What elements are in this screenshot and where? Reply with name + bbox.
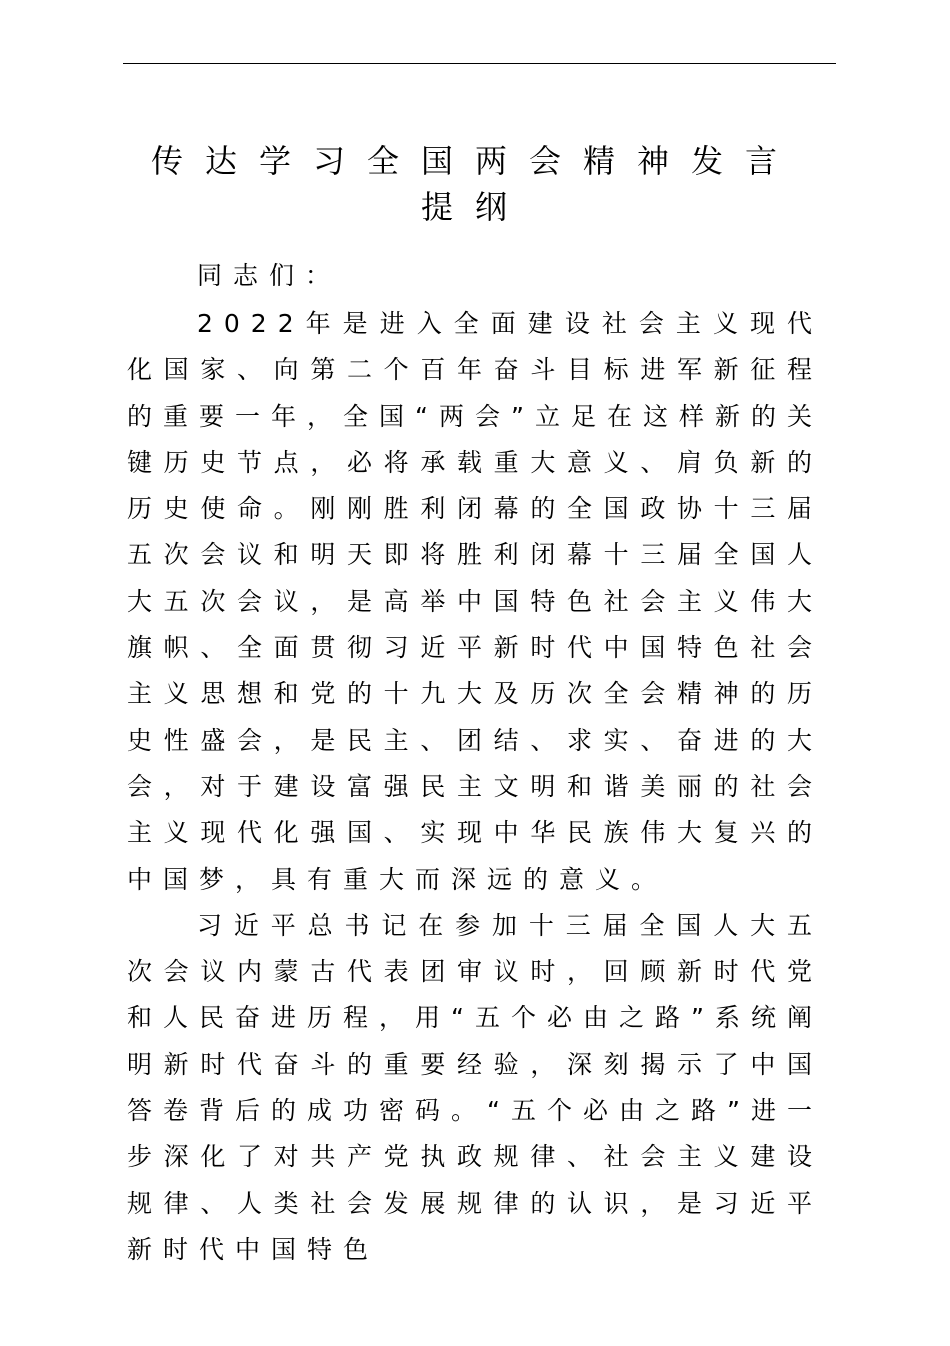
paragraph-1: 2022年是进入全面建设社会主义现代化国家、向第二个百年奋斗目标进军新征程的重要一年，全国“两会”立足在这样新的关键历史节点，必将承载重大意义、肩负新的历史使命。刚刚胜利闭幕的全国政协十三届五次会议和明天即将胜利闭幕十三届全国人大五次会议，是高举中国特色社会主义伟大旗帜、全面贯彻习近平新时代中国特色社会主义思想和党的十九大及历次全会精神的历史性盛会，是民主、团结、求实、奋进的大会，对于建设富强民主文明和谐美丽的社会主义现代化强国、实现中华民族伟大复兴的中国梦，具有重大而深远的意义。: [127, 309, 823, 894]
header-rule: [123, 63, 836, 64]
paragraph-2: 习近平总书记在参加十三届全国人大五次会议内蒙古代表团审议时，回顾新时代党和人民奋进历程，用“五个必由之路”系统阐明新时代奋斗的重要经验，深刻揭示了中国答卷背后的成功密码。“五个必由之路”进一步深化了对共产党执政规律、社会主义建设规律、人类社会发展规律的认识，是习近平新时代中国特色: [127, 910, 823, 1264]
page-title: 传达学习全国两会精神发言提纲: [150, 142, 799, 226]
salutation: 同志们：: [197, 261, 342, 290]
document-body: [127, 253, 823, 1273]
